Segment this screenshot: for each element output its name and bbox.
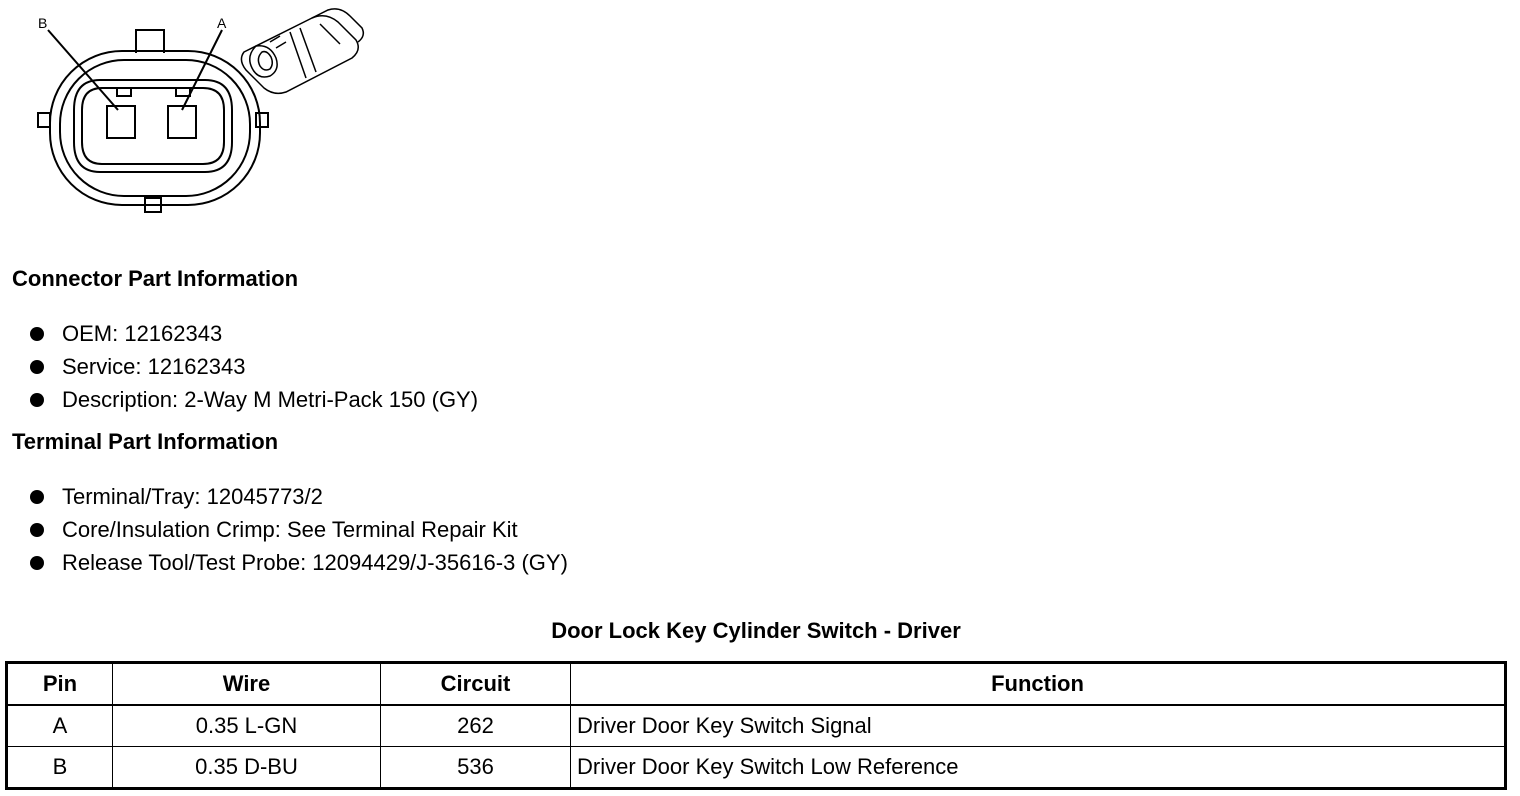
cell-circuit: 536 (381, 747, 571, 789)
list-item (28, 513, 568, 546)
connector-isometric-view (241, 9, 363, 93)
list-item-text: Description: 2-Way M Metri-Pack 150 (GY) (62, 387, 479, 412)
cell-pin: B (7, 747, 113, 789)
pin-label-a: A (217, 15, 227, 31)
terminal-b (107, 106, 135, 138)
list-item-text: OEM: 12162343 (62, 321, 223, 346)
cell-circuit: 262 (381, 705, 571, 747)
bullet-icon (30, 523, 44, 537)
bullet-icon (30, 360, 44, 374)
bullet-icon (30, 490, 44, 504)
terminal-b-latch (117, 88, 131, 96)
cell-wire: 0.35 L-GN (113, 705, 381, 747)
connector-inner-lip (82, 88, 224, 164)
latch-tab (136, 30, 164, 53)
connector-diagram (0, 0, 420, 230)
table-row (7, 747, 1506, 789)
terminal-a (168, 106, 196, 138)
connector-inner-face (74, 80, 232, 172)
column-header-wire: Wire (113, 663, 381, 706)
terminal-a-latch (176, 88, 190, 96)
bullet-icon (30, 327, 44, 341)
list-item (28, 383, 478, 416)
pin-label-b: B (38, 15, 48, 31)
column-header-pin: Pin (7, 663, 113, 706)
pinout-table (5, 661, 1507, 790)
cell-pin: A (7, 705, 113, 747)
cell-function: Driver Door Key Switch Signal (571, 705, 1506, 747)
list-item-text: Core/Insulation Crimp: See Terminal Repair Kit (62, 517, 518, 542)
connector-part-info-heading: Connector Part Information (12, 266, 299, 291)
cell-function: Driver Door Key Switch Low Reference (571, 747, 1506, 789)
column-header-circuit: Circuit (381, 663, 571, 706)
connector-part-info-list (28, 317, 478, 416)
list-item (28, 480, 568, 513)
list-item (28, 317, 478, 350)
right-nub (256, 113, 268, 127)
column-header-function: Function (571, 663, 1506, 706)
terminal-part-info-heading: Terminal Part Information (12, 429, 279, 454)
connector-face-drawing (0, 0, 420, 230)
list-item (28, 350, 478, 383)
left-nub (38, 113, 50, 127)
list-item-text: Terminal/Tray: 12045773/2 (62, 484, 323, 509)
table-header-row (7, 663, 1506, 706)
leader-line-a (182, 30, 222, 110)
bullet-icon (30, 393, 44, 407)
table-title: Door Lock Key Cylinder Switch - Driver (551, 618, 961, 643)
list-item (28, 546, 568, 579)
cell-wire: 0.35 D-BU (113, 747, 381, 789)
list-item-text: Service: 12162343 (62, 354, 246, 379)
list-item-text: Release Tool/Test Probe: 12094429/J-35616-3 (GY) (62, 550, 568, 575)
bullet-icon (30, 556, 44, 570)
terminal-part-info-list (28, 480, 568, 579)
table-row (7, 705, 1506, 747)
